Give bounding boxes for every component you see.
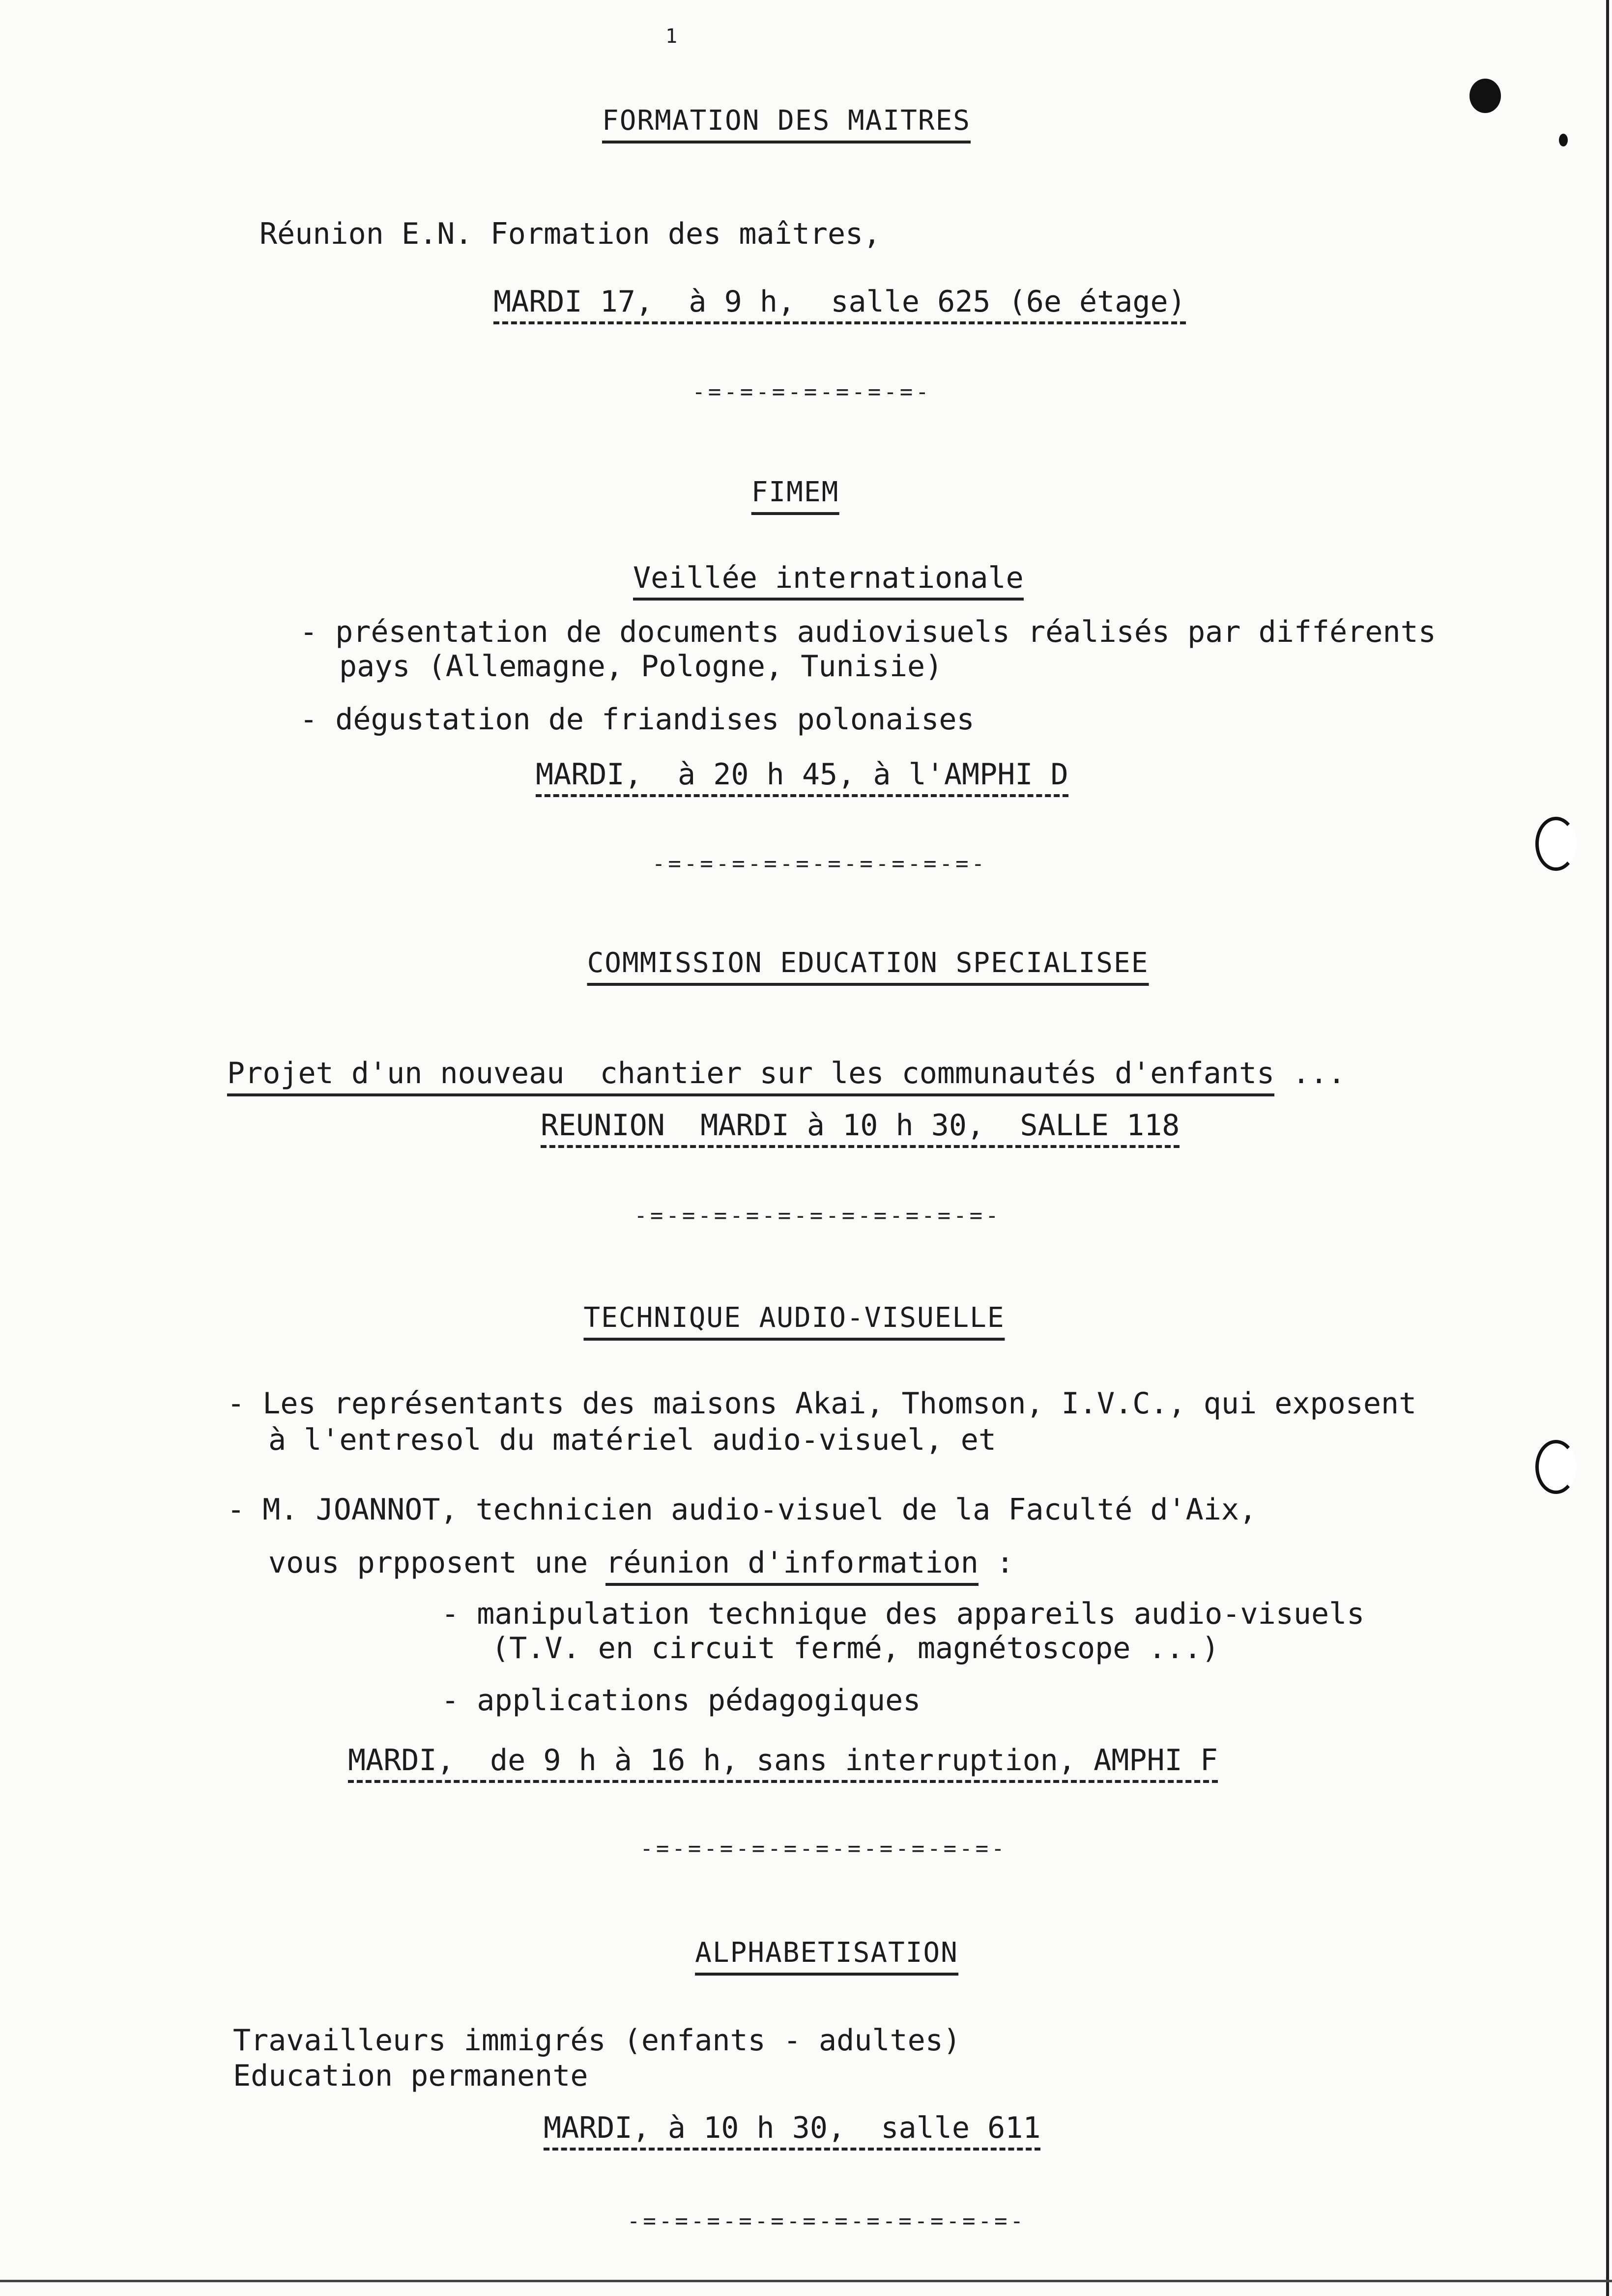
page-mark: 1: [665, 25, 678, 48]
commission-when: REUNION MARDI à 10 h 30, SALLE 118: [541, 1109, 1180, 1148]
fimem-item-1-cont: pays (Allemagne, Pologne, Tunisie): [339, 649, 943, 684]
page-edge-bottom: [0, 2280, 1612, 2282]
fimem-item-1: - présentation de documents audiovisuels réalisés par différents: [300, 615, 1436, 649]
punch-hole-upper: [1535, 817, 1577, 871]
commission-project: [227, 1057, 1346, 1090]
audiovisuel-item-1: - Les représentants des maisons Akai, Thomson, I.V.C., qui exposent: [227, 1386, 1417, 1421]
audiovisuel-sub-1-cont: (T.V. en circuit fermé, magnétoscope ...): [491, 1631, 1220, 1665]
section-title-commission: COMMISSION EDUCATION SPECIALISEE: [587, 947, 1149, 986]
audiovisuel-sub-1: - manipulation technique des appareils audio-visuels: [441, 1597, 1365, 1631]
separator-3: -=-=-=-=-=-=-=-=-=-=-=-: [634, 1203, 1002, 1228]
audiovisuel-item-2: - M. JOANNOT, technicien audio-visuel de la Faculté d'Aix,: [227, 1492, 1257, 1527]
separator-2: -=-=-=-=-=-=-=-=-=-=-: [652, 851, 988, 876]
ink-blot: [1469, 79, 1501, 113]
punch-hole-lower: [1535, 1440, 1577, 1494]
commission-ellipsis: ...: [1274, 1056, 1346, 1091]
alpha-line-1: Travailleurs immigrés (enfants - adultes): [233, 2023, 961, 2058]
audiovisuel-propose: [268, 1546, 1014, 1579]
separator-5: -=-=-=-=-=-=-=-=-=-=-=-=-: [627, 2209, 1027, 2234]
audiovisuel-propose-prefix: vous prpposent une: [268, 1546, 606, 1580]
section-title-formation: FORMATION DES MAITRES: [602, 104, 971, 144]
separator-1: -=-=-=-=-=-=-=-: [692, 379, 932, 404]
alpha-line-2: Education permanente: [233, 2059, 588, 2093]
ink-speck: [1559, 134, 1568, 146]
section-title-fimem: FIMEM: [751, 476, 839, 515]
formation-line: Réunion E.N. Formation des maîtres,: [259, 217, 881, 251]
audiovisuel-sub-2: - applications pédagogiques: [441, 1683, 921, 1718]
audiovisuel-propose-link: réunion d'information: [605, 1546, 979, 1586]
formation-when: MARDI 17, à 9 h, salle 625 (6e étage): [493, 285, 1186, 324]
audiovisuel-propose-suffix: :: [978, 1546, 1014, 1580]
separator-4: -=-=-=-=-=-=-=-=-=-=-=-: [640, 1836, 1008, 1861]
commission-project-text: Projet d'un nouveau chantier sur les communautés d'enfants: [227, 1056, 1274, 1096]
fimem-item-2: - dégustation de friandises polonaises: [300, 702, 975, 737]
audiovisuel-when: MARDI, de 9 h à 16 h, sans interruption, AMPHI F: [348, 1744, 1218, 1783]
section-title-alpha: ALPHABETISATION: [695, 1936, 958, 1976]
fimem-subtitle: Veillée internationale: [633, 561, 1024, 601]
audiovisuel-item-1-cont: à l'entresol du matériel audio-visuel, et: [268, 1423, 997, 1457]
page-edge-right: [1606, 0, 1609, 2296]
section-title-audiovisuel: TECHNIQUE AUDIO-VISUELLE: [583, 1301, 1005, 1341]
alpha-when: MARDI, à 10 h 30, salle 611: [544, 2111, 1040, 2151]
fimem-when: MARDI, à 20 h 45, à l'AMPHI D: [536, 758, 1068, 797]
